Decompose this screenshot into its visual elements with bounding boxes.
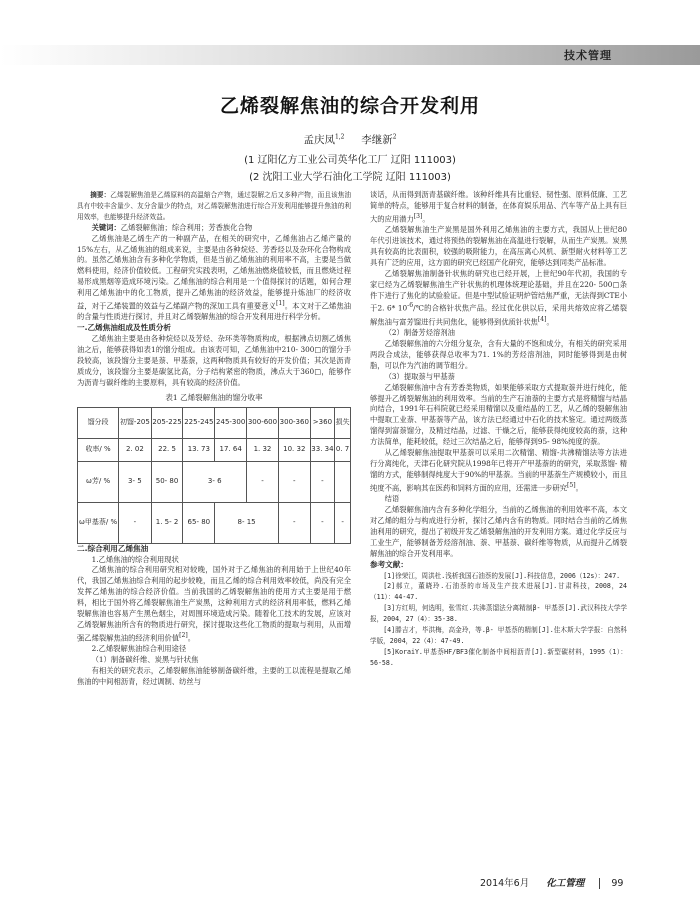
- table-cell: 初馏-205: [119, 407, 151, 438]
- table-cell: ω甲基萘/ %: [78, 502, 119, 543]
- paragraph: 乙烯裂解焦油内含有多种化学组分，当前的乙烯焦油的利用效率不高，本文对乙烯的组分与构成进行分析，探讨乙烯内含有的物质。同时结合当前的乙烯焦油利用的研究，提出了初级开发乙烯裂解焦油的开发利用方案。通过化学反应与工业生产，能够制备芳烃溶剂油、萘、甲基萘、碳纤维等物质，从而提升乙烯裂解焦油的综合开发利用率。: [370, 505, 627, 558]
- table-cell: -: [310, 461, 334, 502]
- table-cell: -: [278, 461, 310, 502]
- table-cell: -: [310, 502, 334, 543]
- paragraph: 乙烯裂解焦油的六分组分复杂，含有大量的不饱和成分，有相关的研究采用两段合成法，能够获得总收率为71. 1%的芳烃溶剂油，同时能够得到是由树脂，可以作为汽油的调节组分。: [370, 339, 627, 370]
- table-caption: 表1 乙烯裂解焦油的馏分收率: [165, 392, 263, 402]
- table-row: [78, 502, 351, 543]
- footer-divider: [599, 878, 600, 889]
- section-heading: 二.综合利用乙烯焦油: [77, 543, 149, 553]
- paragraph: 乙烯焦油主要是由各种烷烃以及芳烃、杂环类等物质构成，根据沸点切割乙烯焦油之后，能够获得如表1的馏分组成。由该表可知，乙烯焦油中210- 300□的馏分手段较高，该段馏分主要是萘、甲基萘，这两种物质具有较好的开发价值；其次是沥青质成分，该段馏分主要是碳氢比高，分子结构紧密的物质，沸点大于360□，能够作为沥青与碳纤维的主要原料，具有较高的经济价值。: [77, 334, 351, 387]
- journal-name: 化工管理: [546, 878, 585, 889]
- abstract-text: 乙烯裂解焦油是乙烯原料的高温缩合产物，通过裂解之后又多种产物，而且该焦油具有中较丰含量少、友分含量少的特点，对乙烯裂解焦油进行综合开发利用能够提升焦油的利用效率，也能够提升经济效益。: [77, 191, 352, 221]
- author-name: 李继新: [361, 134, 393, 146]
- subsection-heading: （1）制备碳纤维、炭黑与针状焦: [91, 655, 199, 665]
- citation: [4]: [537, 315, 547, 323]
- table-cell: 65- 80: [183, 502, 215, 543]
- references-list: [370, 571, 627, 669]
- superscript: -6: [407, 302, 414, 310]
- table-cell: 1. 5- 2: [151, 502, 183, 543]
- citation: [5]: [567, 481, 576, 489]
- table-cell: -: [278, 502, 310, 543]
- table-cell: 22. 5: [151, 438, 183, 461]
- table-cell: 225-245: [183, 407, 215, 438]
- right-column: [370, 190, 627, 669]
- table-row: [78, 407, 351, 438]
- keywords-label: 关键词：: [91, 222, 121, 232]
- reference-item: [3]方红明，何选明，张雪红.共沸蒸馏法分离精制β- 甲基萘[J].武汉科技大学学报，2004，27（4）：35-38.: [370, 604, 627, 624]
- paragraph: 乙烯裂解焦油中含有芳香类物质，如果能够采取方式提取萘并进行纯化，能够提升乙烯裂解焦油的利用效率。当前的生产石油萘的主要方式是将精馏与结晶向结合，1991年石科院就已经采用精馏以及重结晶的工艺，从乙烯的裂解焦油中提取工业萘、甲基萘等产品，该方法已经通过中石化的技术鉴定。通过两级蒸馏得到富萘馏分，及精过结晶，过滤、干燥之后，能够获得纯度较高的萘，这种方法简单，能耗较低，经过三次结晶之后，能够得到95- 98%纯度的萘。: [370, 382, 627, 447]
- table-cell: 收率/ %: [78, 438, 119, 461]
- author-affiliation-mark: 1,2: [334, 133, 345, 141]
- table-cell: 205-225: [151, 407, 183, 438]
- table-cell: 1. 32: [247, 438, 279, 461]
- paragraph: 从乙烯裂解焦油提取甲基萘可以采用二次精馏、精馏-共沸精馏法等方法进行分离纯化，天津石化研究院从1998年已将开产甲基萘的的研究，采取蒸馏- 精馏的方式，能够制得纯度大于90%的甲基萘。当前的甲基萘生产规模较小，而且纯度不高，影响其在医药和饲料方面的应用，还需进一步研究[5]。: [370, 448, 628, 493]
- table-cell: -: [247, 461, 279, 502]
- subsection-heading: （3）提取萘与甲基萘: [384, 371, 455, 381]
- reference-item: [5]KoraiY.甲基萘HF/BF3催化制备中间相沥青[J].新型碳材料，1995（1）：56-58.: [370, 647, 627, 667]
- author-name: 孟庆凤: [303, 134, 335, 146]
- table-cell: -: [335, 502, 351, 543]
- data-table: [77, 407, 351, 544]
- citation: [1]: [276, 300, 285, 308]
- table-row: [78, 461, 351, 502]
- table-cell: [335, 461, 351, 502]
- table-cell: 3- 5: [119, 461, 151, 502]
- table-cell: 0. 7: [335, 438, 351, 461]
- subsection-heading: 2.乙烯裂解焦油综合利用途径: [91, 644, 187, 654]
- table-cell: 8- 15: [215, 502, 279, 543]
- paragraph: 有相关的研究表示，乙烯裂解焦油能够制备碳纤维，主要的工以流程是提取乙烯焦油的中间相沥青，经过调制、纺丝与: [77, 666, 351, 686]
- author-affiliation-mark: 2: [392, 133, 397, 141]
- reference-item: [2]郝立，董晓玲.石油萘的市场及生产技术进展[J].甘肃科技，2008，24（11）：44-47.: [370, 582, 627, 602]
- paragraph: 乙烯焦油是乙烯生产的一种副产品，在相关的研究中，乙烯焦油占乙烯产量的15%左右，从乙烯焦油的组成来说，主要是由各种烷烃、芳香烃以及杂环化合物构成的。虽然乙烯焦油含有多种化学物质，但是当前乙烯焦油的利用率不高，主要是当做燃料使用，经济价值较低。工程研究实践表明，乙烯焦油燃烧值较低，而且燃烧过程易形成黑烟等造成环境污染。乙烯焦油的综合利用是一个值得探讨的话题，如何合理利用乙烯焦油中的化工物质，提升乙烯焦油的经济效益，能够提升炼油厂的经济收益，对于乙烯装置的效益与乙烯副产物的深加工具有重要意义[1]。本文对于乙烯焦油的含量与性质进行探讨，并且对乙烯裂解焦油的综合开发利用进行科学分析。: [77, 233, 351, 322]
- citation: [2]: [179, 631, 188, 639]
- section-label: 技术管理: [564, 49, 612, 62]
- issue-date: 2014年6月: [480, 878, 530, 889]
- table-cell: ω芳/ %: [78, 461, 119, 502]
- table-cell: 10. 32: [278, 438, 310, 461]
- citation: [3]: [413, 212, 423, 220]
- keywords-text: 乙烯裂解焦油；综合利用；芳香族化合物: [120, 222, 253, 232]
- references-heading: 参考文献：: [370, 559, 408, 569]
- table-cell: 损失: [335, 407, 351, 438]
- table-cell: -: [119, 502, 151, 543]
- table-cell: 17. 64: [215, 438, 247, 461]
- page-footer: [480, 875, 623, 889]
- authors: [0, 132, 700, 147]
- table-cell: 3- 6: [183, 461, 247, 502]
- paragraph: 乙烯裂解焦油制备针状焦的研究也已经开展，上世纪90年代初，我国的专家已经为乙烯裂解焦油生产针状焦的机理体统理论基础，并且在220- 500□条件下进行了焦化的试验验证。但是中型试验证明炉管结焦严重，无法得到CTE小于2. 6* $10^{-6}/℃$的合格针状焦产品。经过优化供以后，采用共熔效应将乙烯裂解焦油与富芳馏进行共同焦化，能够得到优质针状焦[4]。: [370, 268, 627, 327]
- section-heading: 一.乙烯焦油组成及性质分析: [77, 323, 172, 333]
- subsection-heading: （2）制备芳烃溶剂油: [384, 328, 455, 338]
- page-number: 99: [611, 878, 624, 889]
- abstract: [77, 190, 351, 223]
- table-cell: 33. 34: [310, 438, 334, 461]
- affiliation: (1 辽阳亿方工业公司英华化工厂 辽阳 111003): [244, 155, 456, 166]
- table-cell: 50- 80: [151, 461, 183, 502]
- reference-item: [4]滕吉才，毕洪梅，高金玲，等.β- 甲基萘的精制[J].佳木斯大学学报：自然科学版，2004，22（4）：47-49.: [370, 626, 627, 645]
- table-cell: 300-600: [247, 407, 279, 438]
- table-cell: >360: [310, 407, 334, 438]
- affiliation: (2 沈阳工业大学石油化工学院 辽阳 111003): [249, 172, 451, 183]
- article-title: 乙烯裂解焦油的综合开发利用: [219, 95, 480, 117]
- table-cell: 13. 73: [183, 438, 215, 461]
- paragraph: 乙烯焦油的综合利用研究相对较晚，国外对于乙烯焦油的利用始于上世纪40年代，我国乙烯焦油综合利用的起步较晚，而且乙烯的综合利用效率较低，尚没有完全发挥乙烯焦油的综合经济价值。当前我国的乙烯裂解焦油的使用方式主要是用于燃料，相比于国外将乙烯裂解焦油生产炭黑，这种利用方式的经济利用率低，燃料乙烯裂解焦油也容易产生黑色烟尘，对周围环境造成污染。随着化工技术的发展，应该对乙烯裂解焦油所含有的物质进行研究，探讨提取这些化工物质的提取与利用，从而增强乙烯裂解焦油的经济利用价值[2]。: [77, 565, 351, 643]
- table-cell: 300-360: [278, 407, 310, 438]
- subsection-heading: 1.乙烯焦油的综合利用现状: [91, 554, 179, 564]
- left-column: [77, 190, 351, 688]
- table-cell: 馏分段: [78, 407, 119, 438]
- table-cell: 2. 02: [119, 438, 151, 461]
- subsection-heading: 结语: [384, 494, 400, 504]
- reference-item: [1]徐荣江，周洪杜.浅析我国石油萘的发展[J].科技信息，2006（12s）：247.: [383, 571, 621, 580]
- keywords: [77, 223, 351, 234]
- table-row: [78, 438, 351, 461]
- abstract-label: 摘要：: [90, 191, 111, 199]
- paragraph: 乙烯裂解焦油生产炭黑是国外利用乙烯焦油的主要方式，我国从上世纪80年代引进该技术，通过将预热的裂解焦油在高温进行裂解，从而生产炭黑。炭黑具有较高的比表面积，较强的吸附能力，在高压离心风机、新型耐火材料等工艺具有广泛的应用，这方面的研究已经国产化研究，能够达到同类产品标准。: [370, 225, 627, 267]
- paragraph: 谈话，从而得到沥青基碳纤维。该种纤维具有比重轻、韧性强、原料低廉、工艺简单的特点，能够用于复合材料的制备，在体育娱乐用品、汽车等产品上具有巨大的应用潜力[3]。: [370, 190, 627, 224]
- table-cell: 245-300: [215, 407, 247, 438]
